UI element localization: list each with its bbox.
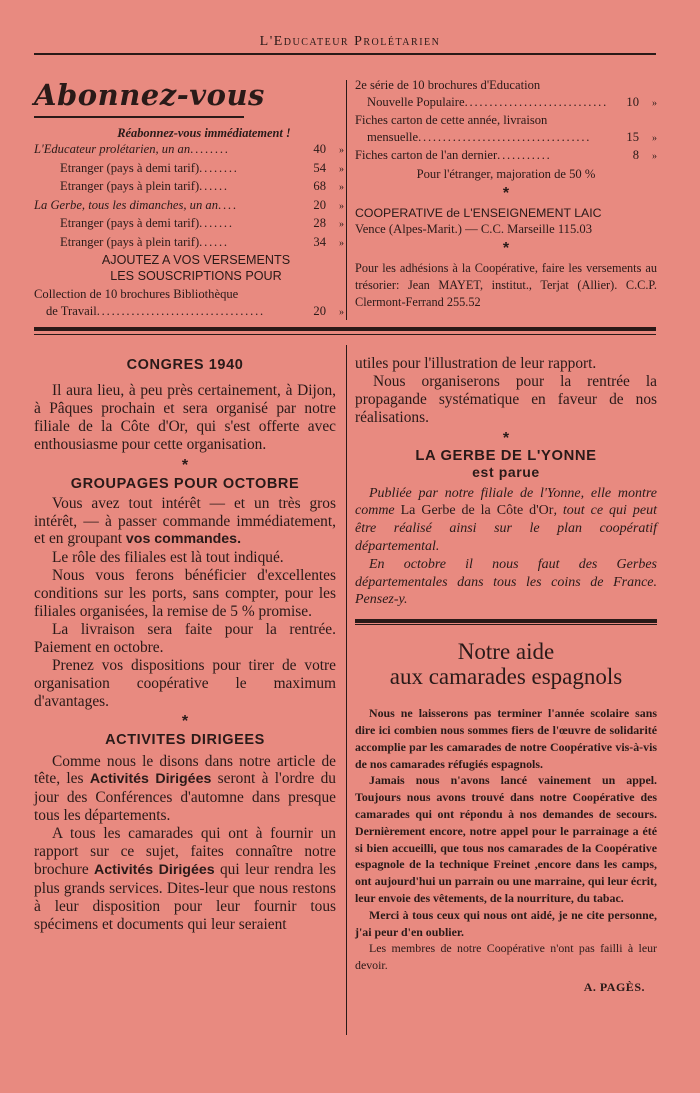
coop-name: COOPERATIVE de L'ENSEIGNEMENT LAIC xyxy=(355,206,602,220)
main-column-rule xyxy=(346,345,347,1035)
fiches-last-line: Fiches carton de l'an dernier ........... 8 » xyxy=(355,148,657,162)
subscribe-line: Etranger (pays à demi tarif) ....... 28 » xyxy=(60,216,344,230)
header-rule xyxy=(34,53,656,55)
gerbe-heading: LA GERBE DE L'YONNE xyxy=(415,447,597,464)
coop-address: Vence (Alpes-Marit.) — C.C. Marseille 115.03 xyxy=(355,222,593,236)
subscribe-line: Etranger (pays à demi tarif) ........ 54 » xyxy=(60,160,344,175)
collection-line-2: de Travail .................................. 20 » xyxy=(46,303,344,318)
section-rule xyxy=(34,327,656,331)
top-column-rule xyxy=(346,80,347,320)
activites-text: Comme nous le disons dans notre article de tête, les Activités Dirigées seront à l'ordre du jour des Conférences d'automne dans presque tous les départements. A tous les camarades qui ont à fournir un rapport sur ce sujet, faites connaître notre brochure Activités Dirigées qui leur rendra les plus grands services. Dites-leur que nous restons à leur disposition pour leur fournir tous spécimens et documents qui leur seraient xyxy=(34,752,336,933)
subscribe-title-rule xyxy=(34,116,244,118)
separator-star: * xyxy=(502,240,510,257)
gerbe-text: Publiée par notre filiale de l'Yonne, elle montre comme La Gerbe de la Côte d'Or, tout ce qui peut être réalisé ainsi sur le plan coopératif départemental. En octobre il nous faut des Gerbes départementales dans tous les coins de France. Pensez-y. xyxy=(355,485,657,608)
aide-rule xyxy=(355,619,657,623)
right-column xyxy=(355,355,657,995)
serie-line-2: Nouvelle Populaire ............................. 10 » xyxy=(367,94,657,109)
congres-text: Il aura lieu, à peu près certainement, à Dijon, à Pâques prochain et sera organisé par notre filiale de la Côte d'Or, qui s'est offerte avec enthousiasme pour cette organisation. xyxy=(34,382,336,453)
subscribe-line: Etranger (pays à plein tarif) ...... 34 » xyxy=(60,234,344,249)
gerbe-subheading: est parue xyxy=(472,463,540,480)
ajoutez-line-2: LES SOUSCRIPTIONS POUR xyxy=(110,269,282,283)
groupages-heading: GROUPAGES POUR OCTOBRE xyxy=(70,475,300,492)
aide-rule-thin xyxy=(355,624,657,625)
continuation-text: utiles pour l'illustration de leur rapport. Nous organiserons pour la rentrée la propagande systématique en faveur de nos réalisations. xyxy=(355,355,657,426)
aide-title-1: Notre aide xyxy=(457,639,555,665)
fiches-line-1: Fiches carton de cette année, livraison xyxy=(355,113,548,127)
congres-heading: CONGRES 1940 xyxy=(126,357,244,373)
separator-star: * xyxy=(502,429,510,447)
left-column xyxy=(34,357,336,934)
aide-signature: A. PAGÈS. xyxy=(583,979,645,994)
separator-star: * xyxy=(181,456,189,474)
serie-line-1: 2e série de 10 brochures d'Education xyxy=(355,78,541,92)
ajoutez-line-1: AJOUTEZ A VOS VERSEMENTS xyxy=(101,253,291,267)
aide-title-2: aux camarades espagnols xyxy=(389,664,623,690)
running-header: L'Educateur Prolétarien xyxy=(259,34,441,49)
cooperative-box xyxy=(355,77,657,310)
fiches-line-2: mensuelle ................................... 15 » xyxy=(367,129,657,144)
subscribe-line: La Gerbe, tous les dimanches, un an .... 20 » xyxy=(34,197,344,212)
aide-text: Nous ne laisserons pas terminer l'année scolaire sans dire ici combien nous sommes fiers de l'œuvre de solidarité accomplie par les camarades de notre Coopérative vis-à-vis de nos camarades réfugiés espagnols. Jamais nous n'avons lancé vainement un appel. Toujours nous avons trouvé dans notre Coopérative des camarades qui ont répondu à nos demandes de secours. Dernièrement encore, notre appel pour le parrainage a été si bien accueilli, que tous nos camarades de la Coopérative espagnole de la technique Freinet ,encore dans les camps, ont aujourd'hui un parrain ou une marraine, qui leur écrit, leur envoie des vêtements, de la nourriture, du tabac. Merci à tous ceux qui nous ont aidé, je ne cite personne, j'ai peur d'en oublier. Les membres de notre Coopérative n'ont pas failli à leur devoir. xyxy=(355,706,657,973)
subscribe-line: L'Educateur prolétarien, un an ........ 40 » xyxy=(34,142,344,156)
groupages-text: Vous avez tout intérêt — et un très gros intérêt, — à passer commande immédiatement, et en groupant vos commandes. Le rôle des filiales est là tout indiqué. Nous vous ferons bénéficier d'excellentes conditions sur les ports, sans compter, pour les filiales organisées, la remise de 5 % promise. La livraison sera faite pour la rentrée. Paiement en octobre. Prenez vos dispositions pour tirer de votre organisation coopérative le maximum d'avantages. xyxy=(34,494,336,710)
activites-heading: ACTIVITES DIRIGEES xyxy=(105,731,265,748)
subscribe-intro: Réabonnez-vous immédiatement ! xyxy=(117,126,291,140)
collection-line-1: Collection de 10 brochures Bibliothèque xyxy=(34,287,239,301)
section-rule-thin xyxy=(34,334,656,335)
subscribe-title: Abonnez-vous xyxy=(34,78,265,112)
subscribe-line: Etranger (pays à plein tarif) ...... 68 » xyxy=(60,179,344,193)
adhesions-text: Pour les adhésions à la Coopérative, faire les versements au trésorier: Jean MAYET, institut., Terjat (Allier). C.C.P. Clermont-Ferrand 255.52 xyxy=(355,261,657,309)
separator-star: * xyxy=(502,185,510,202)
separator-star: * xyxy=(181,712,189,730)
etranger-note: Pour l'étranger, majoration de 50 % xyxy=(416,166,596,181)
subscription-box xyxy=(34,80,344,321)
